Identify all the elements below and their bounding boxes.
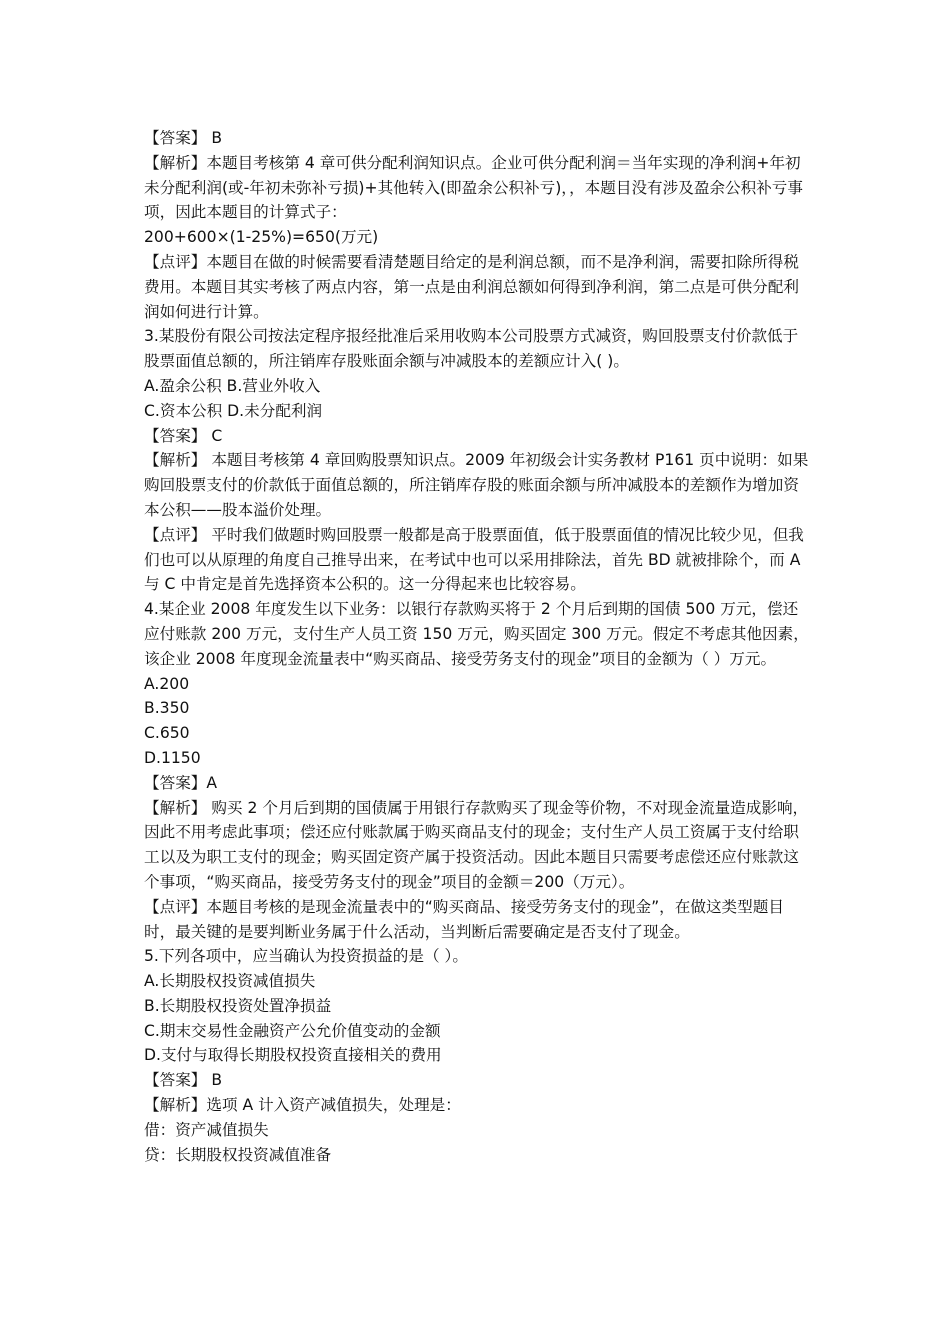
analysis-q5: 【解析】选项 A 计入资产减值损失，处理是： <box>144 1096 461 1115</box>
option-q5-a: A.长期股权投资减值损失 <box>144 972 316 991</box>
question-3: 3.某股份有限公司按法定程序报经批准后采用收购本公司股票方式减资，购回股票支付价款低于股票面值总额的，所注销库存股账面余额与冲减股本的差额应计入( )。 <box>144 327 799 371</box>
answer-q5: 【答案】 B <box>144 1071 223 1090</box>
answer-q3: 【答案】 C <box>144 426 223 445</box>
answer-q2: 【答案】 B <box>144 129 223 147</box>
option-q4-b: B.350 <box>144 699 190 718</box>
option-q4-c: C.650 <box>144 724 190 743</box>
formula-q2: 200+600×(1-25%)=650(万元) <box>144 228 379 247</box>
option-q4-d: D.1150 <box>144 748 201 767</box>
analysis-q2: 【解析】本题目考核第 4 章可供分配利润知识点。企业可供分配利润＝当年实现的净利润+年初未分配利润(或-年初未弥补亏损)+其他转入(即盈余公积补亏)，，本题目没有涉及盈余公积补亏事项，因此本题目的计算式子： <box>144 153 803 222</box>
question-5: 5.下列各项中，应当确认为投资损益的是（ ）。 <box>144 947 468 966</box>
option-q5-c: C.期末交易性金融资产公允价值变动的金额 <box>144 1021 441 1040</box>
option-q4-a: A.200 <box>144 674 190 693</box>
document-body <box>144 126 812 1167</box>
comment-q3: 【点评】 平时我们做题时购回股票一般都是高于股票面值，低于股票面值的情况比较少见，但我们也可以从原理的角度自己推导出来，在考试中也可以采用排除法，首先 BD 就被排除个，而 A 与 C 中肯定是首先选择资本公积的。这一分得起来也比较容易。 <box>144 525 806 594</box>
option-q5-d: D.支付与取得长期股权投资直接相关的费用 <box>144 1046 442 1065</box>
answer-q4: 【答案】A <box>144 773 218 792</box>
question-4: 4.某企业 2008 年度发生以下业务：以银行存款购买将于 2 个月后到期的国债 500 万元，偿还应付账款 200 万元，支付生产人员工资 150 万元，购买固定 300 万元。假定不考虑其他因素，该企业 2008 年度现金流量表中“购买商品、接受劳务支付的现金”项目的金额为（ ）万元。 <box>144 600 809 668</box>
journal-credit: 贷：长期股权投资减值准备 <box>144 1145 332 1164</box>
analysis-q4: 【解析】 购买 2 个月后到期的国债属于用银行存款购买了现金等价物，不对现金流量造成影响，因此不用考虑此事项；偿还应付账款属于购买商品支付的现金；支付生产人员工资属于支付给职工以及为职工支付的现金；购买固定资产属于投资活动。因此本题目只需要考虑偿还应付账款这个事项，“购买商品，接受劳务支付的现金”项目的金额＝200（万元）。 <box>144 798 809 891</box>
options-q3-ab: A.盈余公积 B.营业外收入 <box>144 376 321 395</box>
comment-q4: 【点评】本题目考核的是现金流量表中的“购买商品、接受劳务支付的现金”，在做这类型题目时，最关键的是要判断业务属于什么活动，当判断后需要确定是否支付了现金。 <box>144 897 784 941</box>
options-q3-cd: C.资本公积 D.未分配利润 <box>144 401 323 420</box>
option-q5-b: B.长期股权投资处置净损益 <box>144 996 332 1015</box>
comment-q2: 【点评】本题目在做的时候需要看清楚题目给定的是利润总额，而不是净利润，需要扣除所得税费用。本题目其实考核了两点内容，第一点是由利润总额如何得到净利润，第二点是可供分配利润如何进行计算。 <box>144 252 799 321</box>
analysis-q3: 【解析】 本题目考核第 4 章回购股票知识点。2009 年初级会计实务教材 P161 页中说明：如果购回股票支付的价款低于面值总额的，所注销库存股的账面余额与所冲减股本的差额作为增加资本公积——股本溢价处理。 <box>144 451 809 519</box>
journal-debit: 借：资产减值损失 <box>144 1120 269 1139</box>
